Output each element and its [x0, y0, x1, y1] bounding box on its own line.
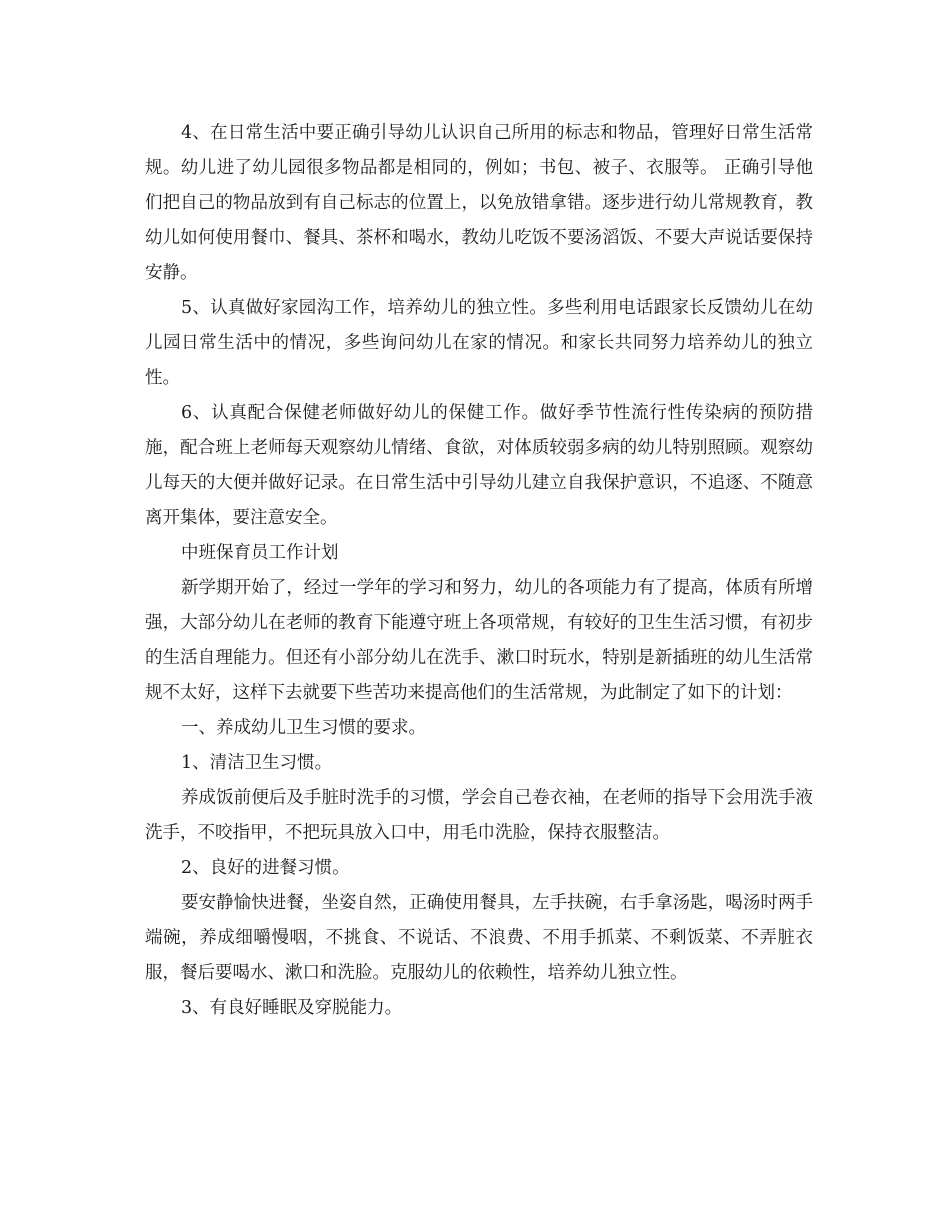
- subheading-sleep: 3、有良好睡眠及穿脱能力。: [181, 998, 403, 1018]
- subheading-dining: 2、良好的进餐习惯。: [181, 858, 350, 878]
- section-heading-hygiene: 一、养成幼儿卫生习惯的要求。: [181, 718, 426, 738]
- subheading-cleanliness: 1、清洁卫生习惯。: [181, 753, 333, 773]
- paragraph-item-6: 6、认真配合保健老师做好幼儿的保健工作。做好季节性流行性传染病的预防措施，配合班上老师每天观察幼儿情绪、食欲，对体质较弱多病的幼儿特别照顾。观察幼儿每天的大便并做好记录。在日常生活中引导幼儿建立自我保护意识，不追逐、不随意离开集体，要注意安全。: [145, 403, 813, 528]
- paragraph-item-4: 4、在日常生活中要正确引导幼儿认识自己所用的标志和物品，管理好日常生活常规。幼儿进了幼儿园很多物品都是相同的，例如；书包、被子、衣服等。 正确引导他们把自己的物品放到有自己标志的位置上，以免放错拿错。逐步进行幼儿常规教育，教幼儿如何使用餐巾、餐具、茶杯和喝水，教幼儿吃饭不要汤滔饭、不要大声说话要保持安静。: [145, 123, 813, 283]
- paragraph-dining: 要安静愉快进餐，坐姿自然，正确使用餐具，左手扶碗，右手拿汤匙，喝汤时两手端碗，养成细嚼慢咽，不挑食、不说话、不浪费、不用手抓菜、不剩饭菜、不弄脏衣服，餐后要喝水、漱口和洗脸。克服幼儿的依赖性，培养幼儿独立性。: [145, 893, 813, 983]
- paragraph-item-5: 5、认真做好家园沟工作，培养幼儿的独立性。多些利用电话跟家长反馈幼儿在幼儿园日常生活中的情况，多些询问幼儿在家的情况。和家长共同努力培养幼儿的独立性。: [145, 298, 813, 388]
- section-title: 中班保育员工作计划: [181, 543, 339, 563]
- paragraph-cleanliness: 养成饭前便后及手脏时洗手的习惯，学会自己卷衣袖，在老师的指导下会用洗手液洗手，不咬指甲，不把玩具放入口中，用毛巾洗脸，保持衣服整洁。: [145, 788, 813, 843]
- intro-paragraph: 新学期开始了，经过一学年的学习和努力，幼儿的各项能力有了提高，体质有所增强，大部分幼儿在老师的教育下能遵守班上各项常规，有较好的卫生生活习惯，有初步的生活自理能力。但还有小部分幼儿在洗手、漱口时玩水，特别是新插班的幼儿生活常规不太好，这样下去就要下些苦功来提高他们的生活常规，为此制定了如下的计划：: [145, 578, 813, 703]
- document-body: [145, 116, 813, 1026]
